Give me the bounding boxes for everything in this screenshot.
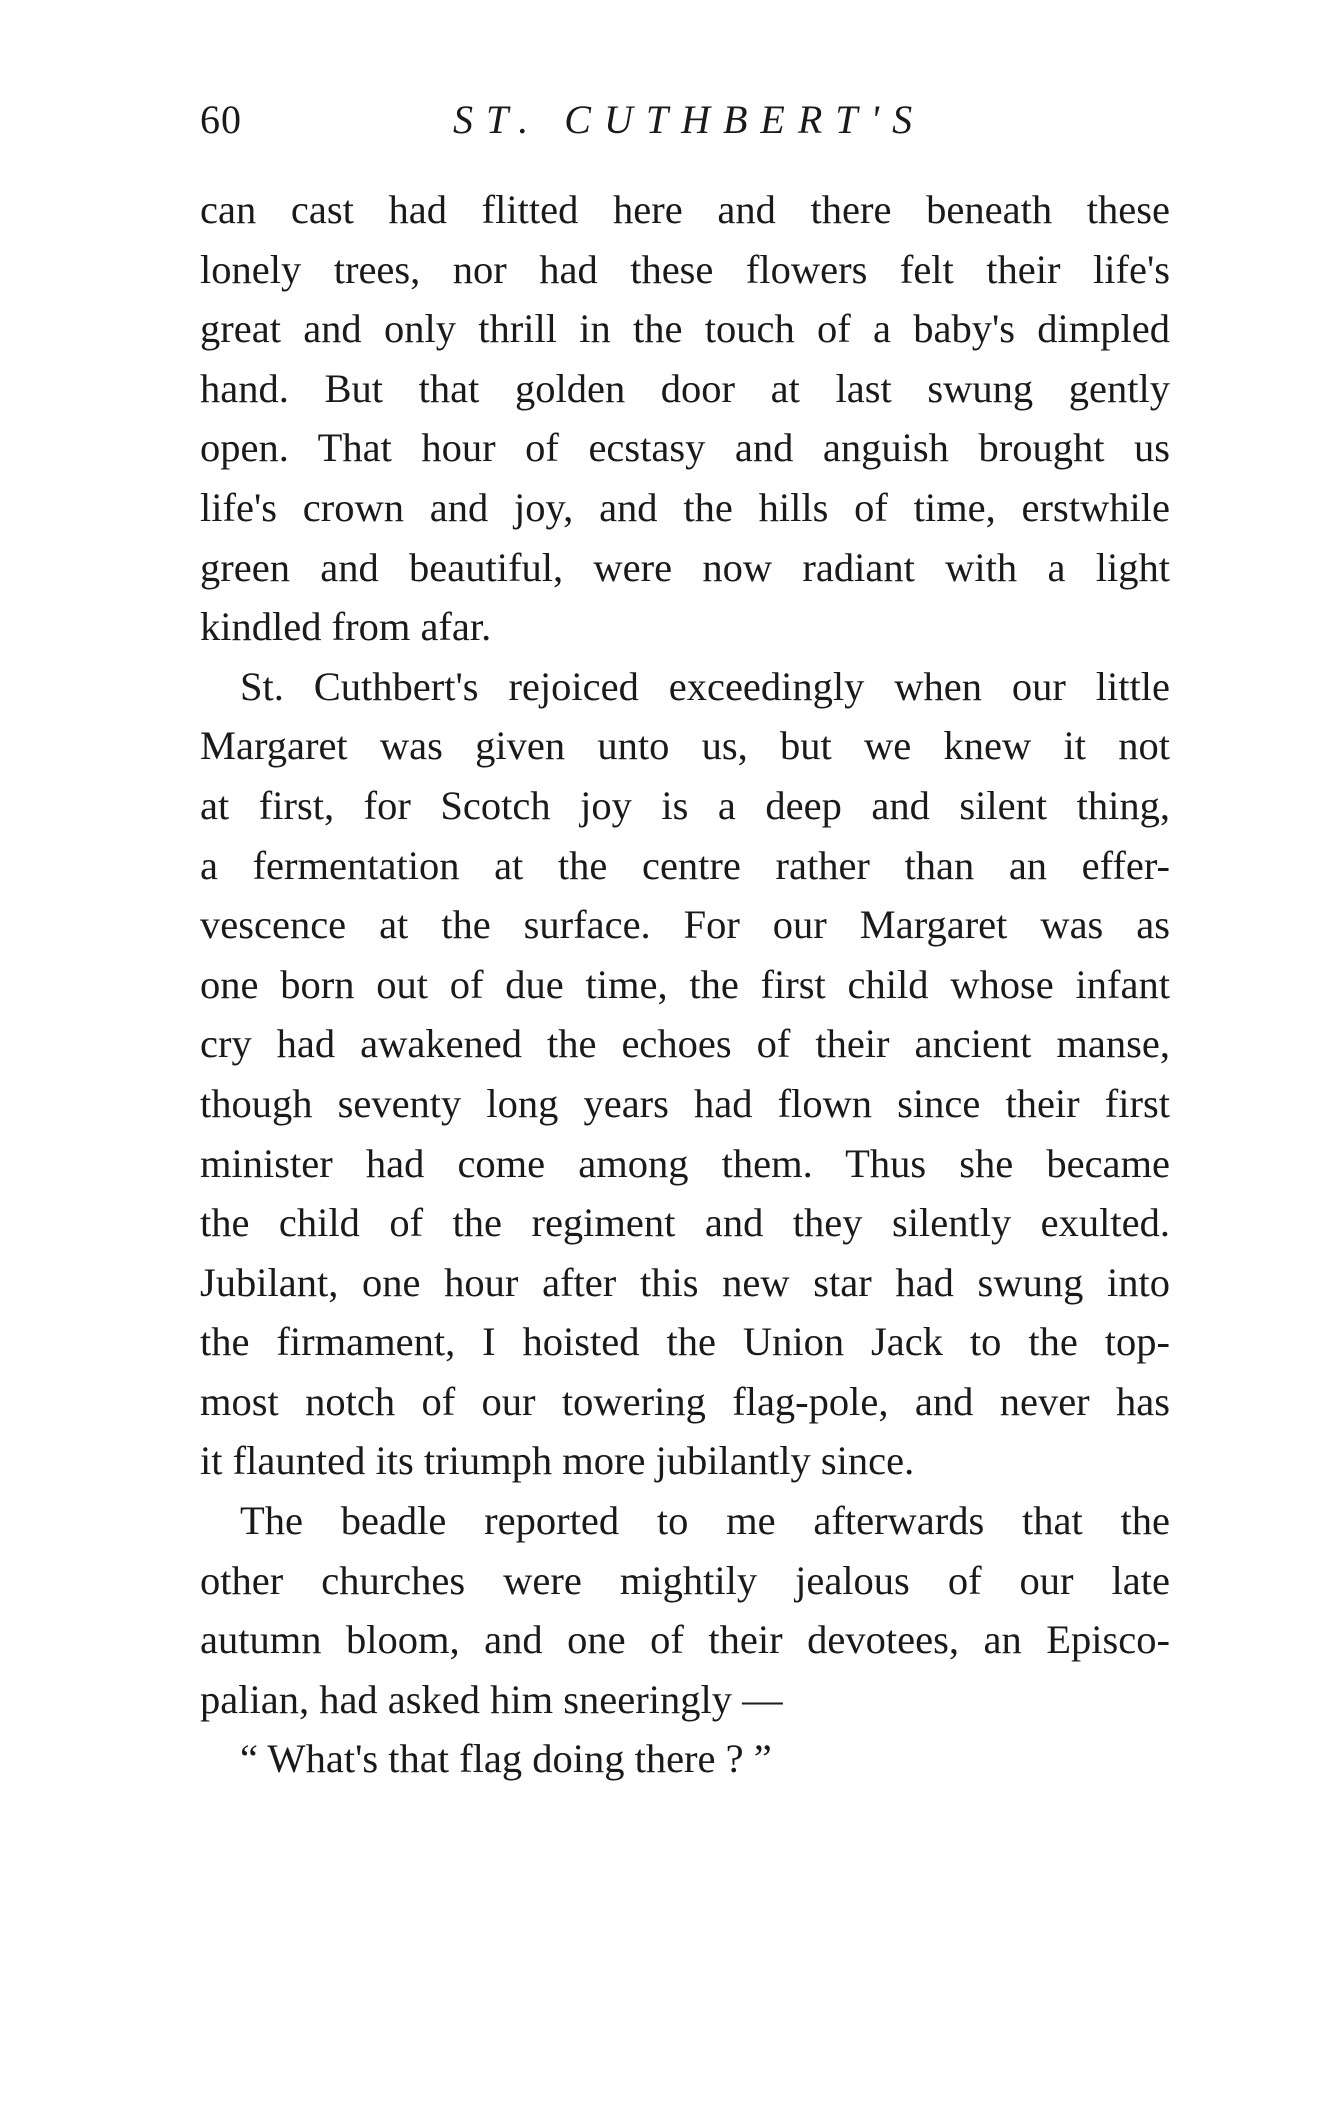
text-line: other churches were mightily jealous of our late (200, 1557, 1170, 1603)
text-line: a fermentation at the centre rather than an effer- (200, 842, 1170, 888)
text-line: green and beautiful, were now radiant with a light (200, 544, 1170, 590)
text-line: lonely trees, nor had these flowers felt their life's (200, 246, 1170, 292)
text-line: Jubilant, one hour after this new star had swung into (200, 1259, 1170, 1305)
text-line: great and only thrill in the touch of a baby's dimpled (200, 306, 1170, 352)
text-line: minister had come among them. Thus she became (200, 1140, 1170, 1186)
text-line: can cast had flitted here and there beneath these (200, 187, 1170, 232)
text-line: at first, for Scotch joy is a deep and silent thing, (200, 782, 1170, 828)
text-line: most notch of our towering flag-pole, and never has (200, 1378, 1170, 1424)
text-line: it flaunted its triumph more jubilantly since. (200, 1438, 915, 1484)
text-line: hand. But that golden door at last swung gently (200, 365, 1170, 411)
text-line: vescence at the surface. For our Margaret was as (200, 902, 1170, 948)
running-head (200, 95, 1170, 145)
text-line: life's crown and joy, and the hills of time, erstwhile (200, 484, 1170, 530)
body-text (200, 180, 1170, 1789)
text-line: “ What's that flag doing there ? ” (240, 1736, 772, 1782)
text-line: open. That hour of ecstasy and anguish brought us (200, 425, 1170, 471)
text-line: St. Cuthbert's rejoiced exceedingly when our little (240, 663, 1170, 709)
text-line: palian, had asked him sneeringly — (200, 1676, 783, 1722)
text-line: cry had awakened the echoes of their ancient manse, (200, 1021, 1170, 1067)
page-number: 60 (200, 97, 242, 142)
running-title: ST. CUTHBERT'S (453, 97, 926, 142)
text-line: the firmament, I hoisted the Union Jack to the top- (200, 1319, 1170, 1365)
text-line: the child of the regiment and they silently exulted. (200, 1200, 1170, 1246)
text-line: kindled from afar. (200, 604, 492, 650)
text-line: one born out of due time, the first child whose infant (200, 961, 1170, 1007)
text-line: though seventy long years had flown since their first (200, 1080, 1170, 1126)
text-line: autumn bloom, and one of their devotees, an Episco- (200, 1617, 1170, 1663)
text-line: The beadle reported to me afterwards that the (240, 1498, 1170, 1544)
text-line: Margaret was given unto us, but we knew it not (200, 723, 1170, 769)
